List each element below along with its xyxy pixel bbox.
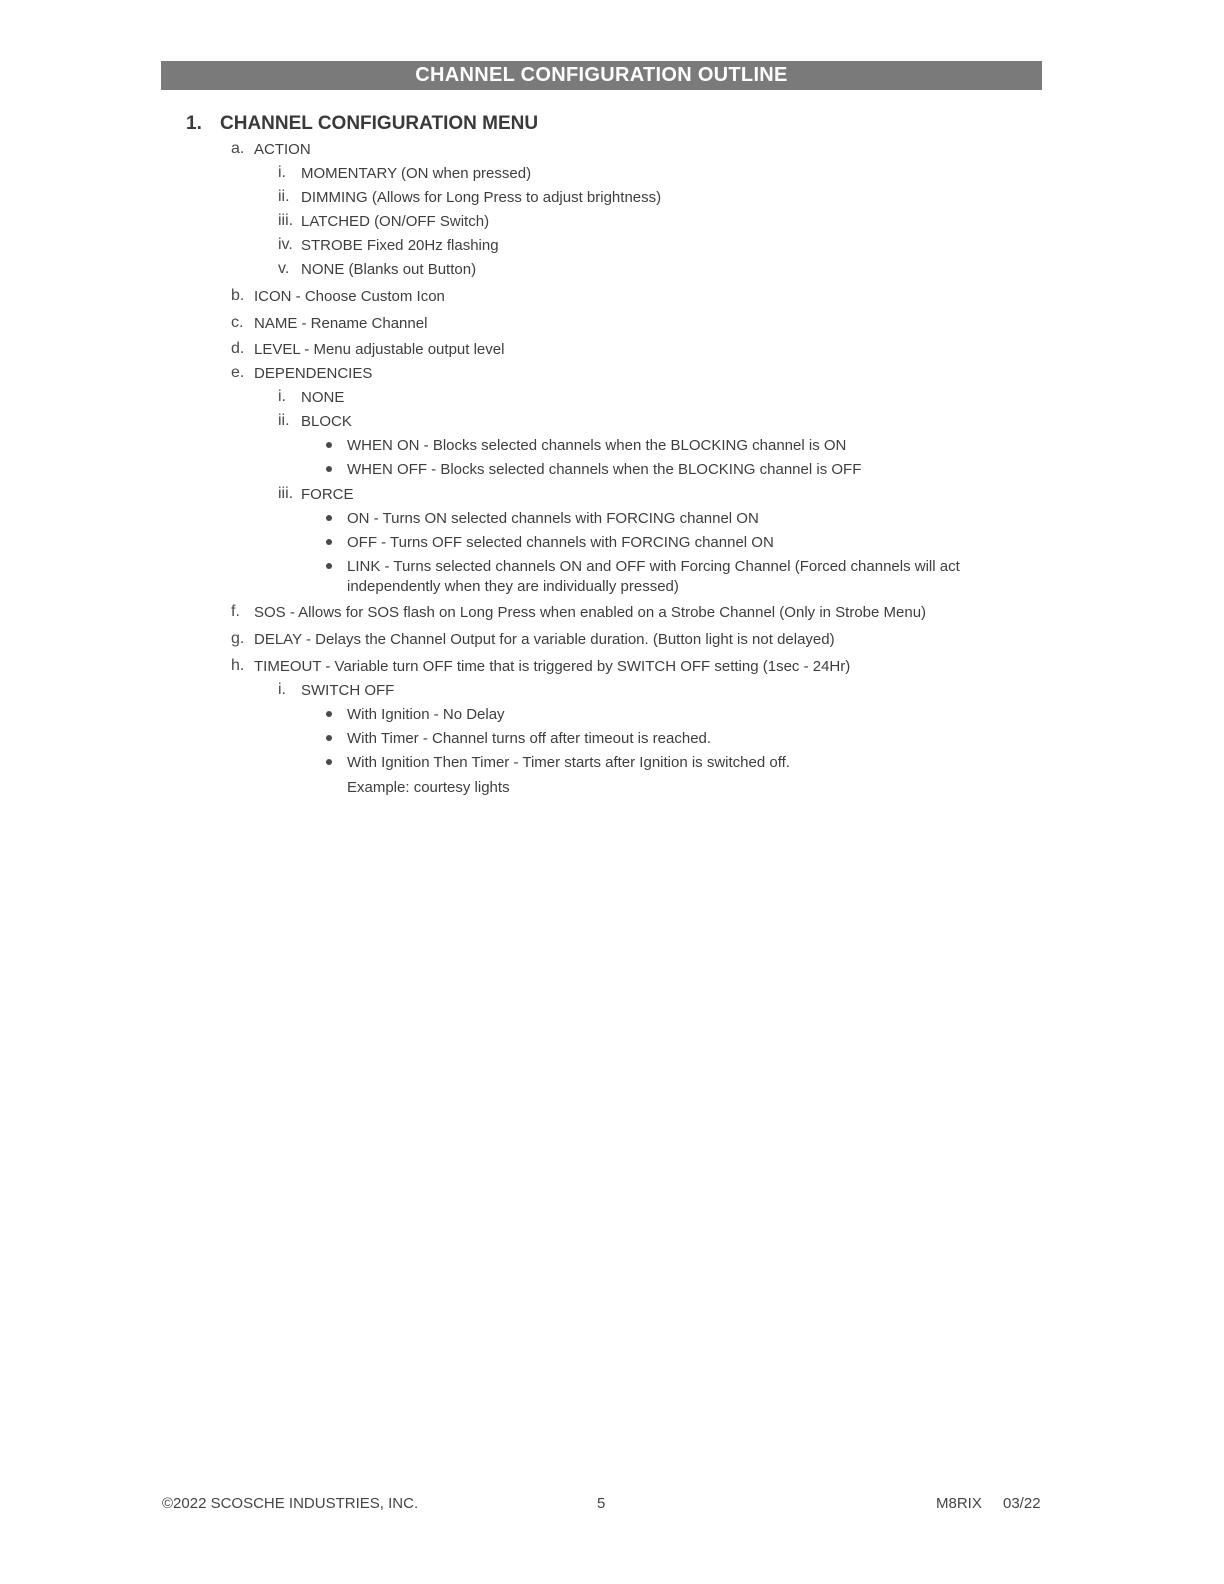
footer-model: M8RIX xyxy=(936,1495,982,1512)
bullet-icon xyxy=(326,515,332,521)
item-marker-a-ii: ii. xyxy=(278,188,290,205)
item-delay: DELAY - Delays the Channel Output for a variable duration. (Button light is not delayed) xyxy=(254,631,835,648)
item-marker-e-i: i. xyxy=(278,388,286,405)
bullet-icon xyxy=(326,466,332,472)
footer-page-number: 5 xyxy=(597,1495,606,1512)
item-strobe: STROBE Fixed 20Hz flashing xyxy=(301,237,499,254)
item-dependencies: DEPENDENCIES xyxy=(254,365,373,382)
banner-title: CHANNEL CONFIGURATION OUTLINE xyxy=(415,64,788,86)
bullet-icon xyxy=(326,442,332,448)
bullet-force-on: ON - Turns ON selected channels with FORCING channel ON xyxy=(347,510,759,527)
item-marker-e-iii: iii. xyxy=(278,485,294,502)
item-none-action: NONE (Blanks out Button) xyxy=(301,261,477,278)
item-marker-a-iv: iv. xyxy=(278,236,293,253)
item-marker-a-v: v. xyxy=(278,260,290,277)
bullet-block-when-off: WHEN OFF - Blocks selected channels when the BLOCKING channel is OFF xyxy=(347,461,862,478)
footer-date: 03/22 xyxy=(1003,1495,1041,1512)
item-marker-d: d. xyxy=(231,340,245,357)
bullet-block-when-on: WHEN ON - Blocks selected channels when the BLOCKING channel is ON xyxy=(347,437,847,454)
item-marker-f: f. xyxy=(231,603,240,620)
item-momentary: MOMENTARY (ON when pressed) xyxy=(301,165,532,182)
item-marker-h-i: i. xyxy=(278,681,286,698)
item-marker-c: c. xyxy=(231,314,244,331)
bullet-icon xyxy=(326,539,332,545)
item-marker-e-ii: ii. xyxy=(278,412,290,429)
item-marker-a-i: i. xyxy=(278,164,286,181)
item-marker-e: e. xyxy=(231,364,245,381)
item-marker-g: g. xyxy=(231,630,245,647)
item-dependency-none: NONE xyxy=(301,389,345,406)
bullet-ignition-then-timer: With Ignition Then Timer - Timer starts after Ignition is switched off. xyxy=(347,754,790,771)
item-block: BLOCK xyxy=(301,413,352,430)
section-title: CHANNEL CONFIGURATION MENU xyxy=(220,113,539,134)
item-force: FORCE xyxy=(301,486,354,503)
item-marker-a-iii: iii. xyxy=(278,212,294,229)
footer-copyright: ©2022 SCOSCHE INDUSTRIES, INC. xyxy=(162,1495,419,1512)
item-latched: LATCHED (ON/OFF Switch) xyxy=(301,213,490,230)
item-marker-a: a. xyxy=(231,140,245,157)
item-action: ACTION xyxy=(254,141,311,158)
section-number: 1. xyxy=(186,113,202,134)
bullet-force-link-continued: independently when they are individually pressed) xyxy=(347,578,679,595)
item-marker-h: h. xyxy=(231,657,245,674)
bullet-with-ignition: With Ignition - No Delay xyxy=(347,706,505,723)
bullet-icon xyxy=(326,759,332,765)
bullet-force-link: LINK - Turns selected channels ON and OFF with Forcing Channel (Forced channels will act xyxy=(347,558,960,575)
item-timeout: TIMEOUT - Variable turn OFF time that is triggered by SWITCH OFF setting (1sec - 24Hr) xyxy=(254,658,851,675)
bullet-force-off: OFF - Turns OFF selected channels with FORCING channel ON xyxy=(347,534,774,551)
bullet-with-timer: With Timer - Channel turns off after timeout is reached. xyxy=(347,730,712,747)
item-marker-b: b. xyxy=(231,287,245,304)
item-dimming: DIMMING (Allows for Long Press to adjust brightness) xyxy=(301,189,662,206)
bullet-icon xyxy=(326,563,332,569)
section-banner xyxy=(161,61,1042,90)
item-switch-off: SWITCH OFF xyxy=(301,682,395,699)
bullet-example: Example: courtesy lights xyxy=(347,779,510,796)
bullet-icon xyxy=(326,711,332,717)
item-level: LEVEL - Menu adjustable output level xyxy=(254,341,505,358)
item-name: NAME - Rename Channel xyxy=(254,315,428,332)
item-icon: ICON - Choose Custom Icon xyxy=(254,288,445,305)
item-sos: SOS - Allows for SOS flash on Long Press when enabled on a Strobe Channel (Only in Strobe Menu) xyxy=(254,604,927,621)
bullet-icon xyxy=(326,735,332,741)
